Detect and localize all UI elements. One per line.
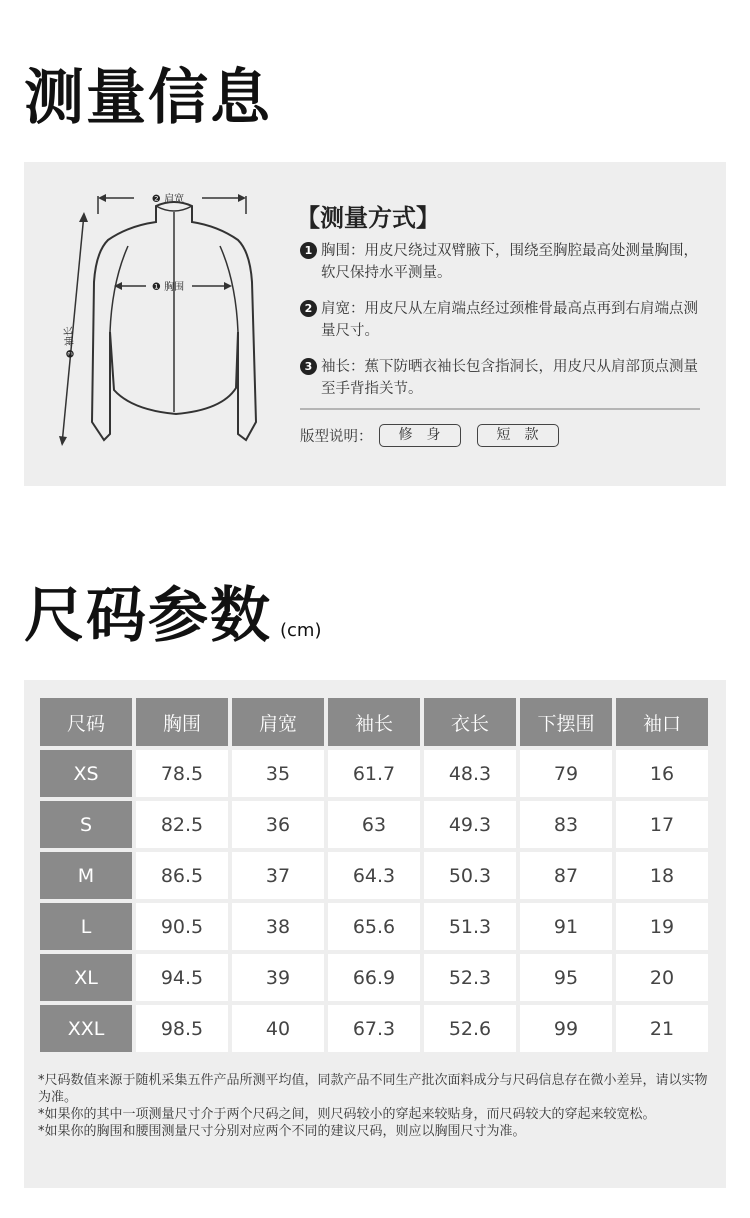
- value-cell: 38: [232, 903, 324, 950]
- fit-tag-short: 短款: [477, 424, 559, 447]
- chest-label: ❶ 胸围: [151, 282, 185, 293]
- size-params-title: 尺码参数 (cm): [24, 581, 322, 651]
- table-row: [40, 954, 708, 1001]
- value-cell: 19: [616, 903, 708, 950]
- header-length: 衣长: [424, 698, 516, 746]
- value-cell: 87: [520, 852, 612, 899]
- measurement-panel: [24, 162, 726, 486]
- value-cell: 79: [520, 750, 612, 797]
- size-cell: XXL: [40, 1005, 132, 1052]
- value-cell: 61.7: [328, 750, 420, 797]
- fit-description: [300, 424, 559, 447]
- size-panel: [24, 680, 726, 1188]
- value-cell: 35: [232, 750, 324, 797]
- method-item-shoulder: [300, 298, 708, 342]
- value-cell: 18: [616, 852, 708, 899]
- value-cell: 37: [232, 852, 324, 899]
- shoulder-label: ❷ 肩宽: [151, 194, 185, 205]
- value-cell: 39: [232, 954, 324, 1001]
- number-badge-icon: 1: [300, 242, 317, 259]
- value-cell: 50.3: [424, 852, 516, 899]
- value-cell: 95: [520, 954, 612, 1001]
- value-cell: 21: [616, 1005, 708, 1052]
- size-cell: S: [40, 801, 132, 848]
- value-cell: 17: [616, 801, 708, 848]
- value-cell: 83: [520, 801, 612, 848]
- value-cell: 64.3: [328, 852, 420, 899]
- table-row: [40, 852, 708, 899]
- method-text: 胸围：用皮尺绕过双臂腋下，围绕至胸腔最高处测量胸围，软尺保持水平测量。: [321, 243, 698, 281]
- size-cell: M: [40, 852, 132, 899]
- method-item-sleeve: [300, 356, 708, 400]
- note-item: *如果你的胸围和腰围测量尺寸分别对应两个不同的建议尺码，则应以胸围尺寸为准。: [38, 1124, 526, 1139]
- fit-label: 版型说明：: [300, 429, 373, 445]
- value-cell: 36: [232, 801, 324, 848]
- header-sleeve: 袖长: [328, 698, 420, 746]
- value-cell: 52.6: [424, 1005, 516, 1052]
- method-title: 【测量方式】: [296, 204, 440, 232]
- number-badge-icon: 3: [300, 358, 317, 375]
- method-text: 肩宽：用皮尺从左肩端点经过颈椎骨最高点再到右肩端点测量尺寸。: [321, 301, 698, 339]
- method-text: 袖长：蕉下防晒衣袖长包含指洞长，用皮尺从肩部顶点测量至手背指关节。: [321, 359, 698, 397]
- sleeve-label: ❸ 袖长: [63, 325, 77, 359]
- method-item-chest: [300, 240, 708, 284]
- size-cell: XL: [40, 954, 132, 1001]
- divider: [300, 408, 700, 410]
- table-row: [40, 903, 708, 950]
- unit-label: (cm): [280, 620, 322, 641]
- header-shoulder: 肩宽: [232, 698, 324, 746]
- value-cell: 63: [328, 801, 420, 848]
- value-cell: 66.9: [328, 954, 420, 1001]
- table-row: [40, 750, 708, 797]
- value-cell: 20: [616, 954, 708, 1001]
- header-size: 尺码: [40, 698, 132, 746]
- number-badge-icon: 2: [300, 300, 317, 317]
- value-cell: 86.5: [136, 852, 228, 899]
- size-cell: XS: [40, 750, 132, 797]
- note-item: *如果你的其中一项测量尺寸介于两个尺码之间，则尺码较小的穿起来较贴身，而尺码较大的穿起来较宽松。: [38, 1107, 656, 1122]
- value-cell: 90.5: [136, 903, 228, 950]
- table-header-row: [40, 698, 708, 746]
- value-cell: 94.5: [136, 954, 228, 1001]
- fit-tag-slim: 修身: [379, 424, 461, 447]
- value-cell: 40: [232, 1005, 324, 1052]
- value-cell: 99: [520, 1005, 612, 1052]
- value-cell: 91: [520, 903, 612, 950]
- size-table: [36, 694, 712, 1056]
- value-cell: 49.3: [424, 801, 516, 848]
- measurement-info-title: 测量信息: [24, 63, 272, 133]
- value-cell: 67.3: [328, 1005, 420, 1052]
- notes: [38, 1072, 718, 1140]
- table-row: [40, 801, 708, 848]
- note-item: *尺码数值来源于随机采集五件产品所测平均值，同款产品不同生产批次面料成分与尺码信息存在微小差异，请以实物为准。: [38, 1073, 708, 1105]
- value-cell: 65.6: [328, 903, 420, 950]
- table-row: [40, 1005, 708, 1052]
- value-cell: 16: [616, 750, 708, 797]
- value-cell: 78.5: [136, 750, 228, 797]
- jacket-diagram: [52, 182, 292, 472]
- size-cell: L: [40, 903, 132, 950]
- value-cell: 98.5: [136, 1005, 228, 1052]
- value-cell: 52.3: [424, 954, 516, 1001]
- value-cell: 48.3: [424, 750, 516, 797]
- header-hem: 下摆围: [520, 698, 612, 746]
- value-cell: 51.3: [424, 903, 516, 950]
- header-cuff: 袖口: [616, 698, 708, 746]
- value-cell: 82.5: [136, 801, 228, 848]
- method-list: [300, 240, 708, 414]
- header-chest: 胸围: [136, 698, 228, 746]
